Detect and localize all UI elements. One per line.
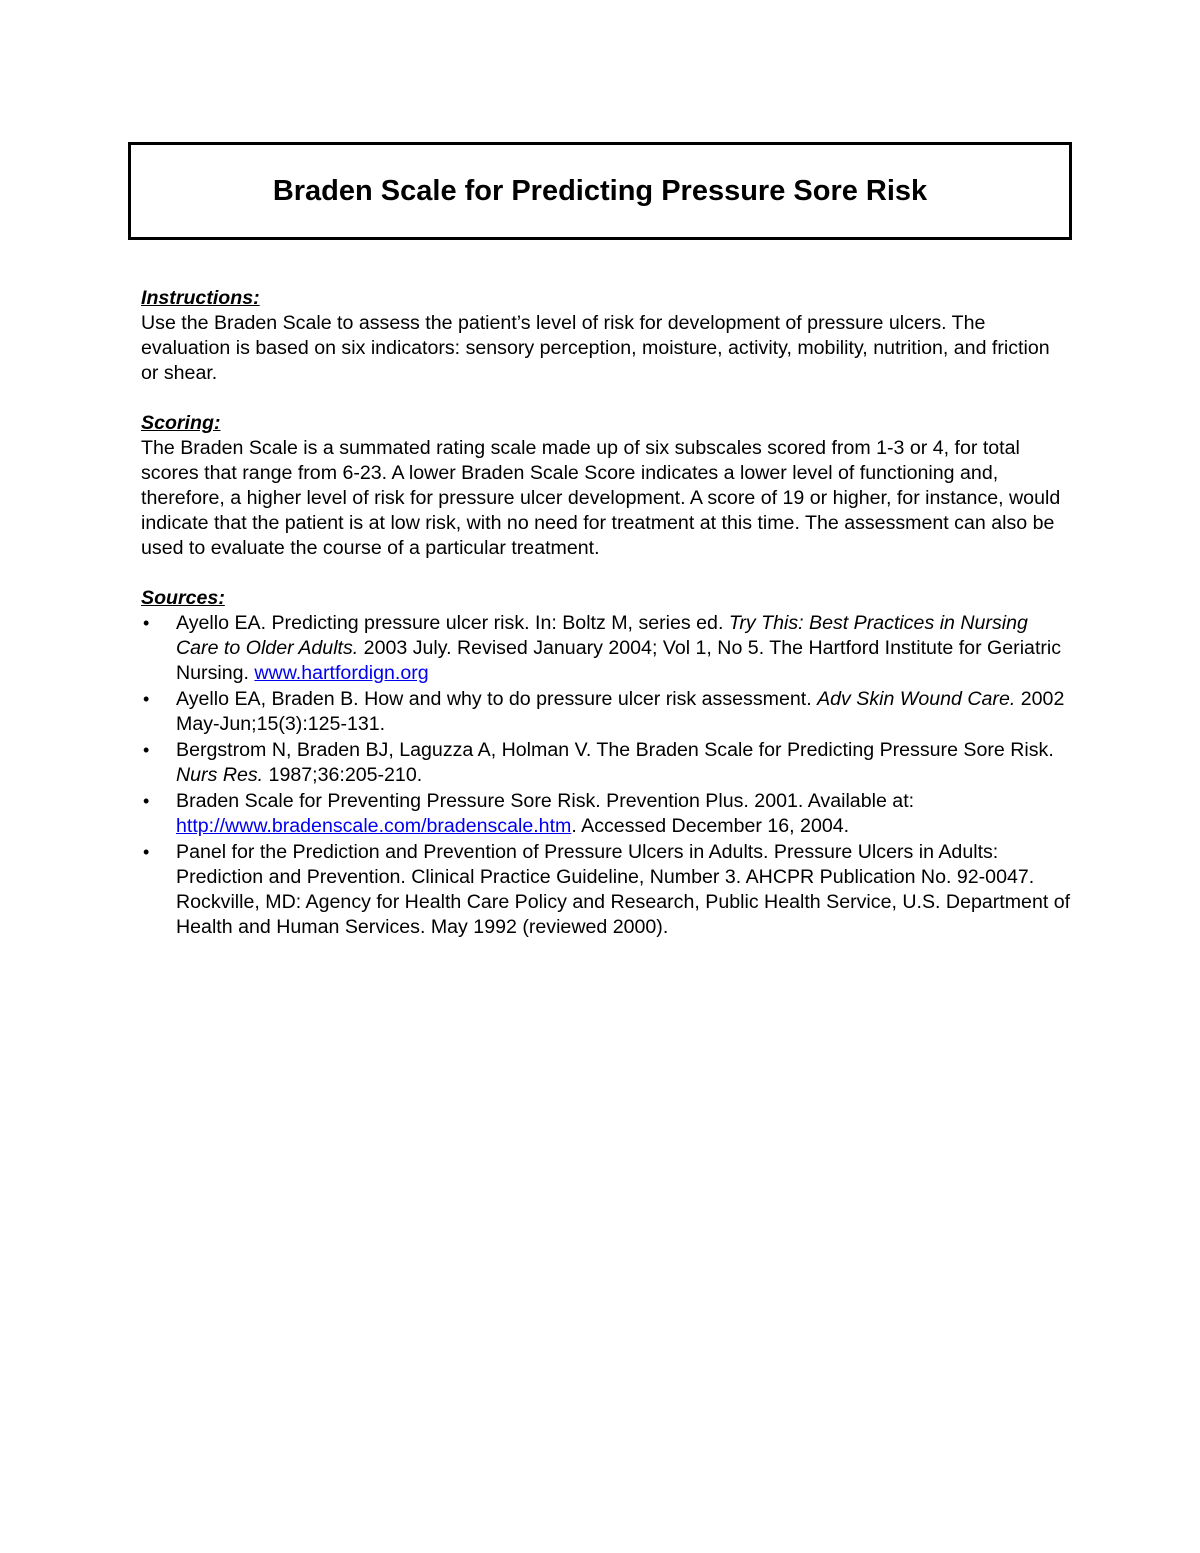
source-text: Ayello EA, Braden B. How and why to do pressure ulcer risk assessment.: [176, 688, 818, 710]
source-item: [141, 789, 1071, 839]
sources-list: [141, 611, 1071, 940]
source-text: 2002 May-Jun;15(3):125-131.: [176, 688, 1065, 735]
scoring-heading: Scoring:: [141, 412, 221, 434]
title-box: [128, 142, 1072, 240]
document-title: Braden Scale for Predicting Pressure Sore Risk: [272, 174, 928, 207]
source-journal: Nurs Res.: [176, 764, 264, 786]
section-spacer: [141, 386, 1071, 411]
source-item: [141, 738, 1071, 788]
source-link[interactable]: http://www.bradenscale.com/bradenscale.htm: [176, 815, 572, 837]
bullet-icon: •: [143, 842, 150, 862]
bullet-icon: •: [143, 689, 150, 709]
bullet-icon: •: [143, 613, 150, 633]
source-text: 2003 July. Revised January 2004; Vol 1, No 5. The Hartford Institute for Geriatric Nursing.: [176, 637, 1062, 684]
source-text: Bergstrom N, Braden BJ, Laguzza A, Holman V. The Braden Scale for Predicting Pressure Sore Risk.: [176, 739, 1054, 761]
source-text: Ayello EA. Predicting pressure ulcer risk. In: Boltz M, series ed.: [176, 612, 729, 634]
source-link[interactable]: www.hartfordign.org: [254, 662, 429, 684]
source-journal: Try This: Best Practices in Nursing Care to Older Adults.: [176, 612, 1028, 659]
source-text: 1987;36:205-210.: [263, 764, 423, 786]
scoring-text: The Braden Scale is a summated rating scale made up of six subscales scored from 1-3 or 4, for total scores that range from 6-23. A lower Braden Scale Score indicates a lower level of functioning and, therefore, a higher level of risk for pressure ulcer development. A score of 19 or higher, for instance, would indicate that the patient is at low risk, with no need for treatment at this time. The assessment can also be used to evaluate the course of a particular treatment.: [141, 437, 1061, 559]
source-item: [141, 611, 1071, 686]
instructions-section: [141, 286, 1071, 386]
source-text: . Accessed December 16, 2004.: [571, 815, 850, 837]
sources-section: [141, 586, 1071, 940]
scoring-section: [141, 411, 1071, 561]
sources-heading: Sources:: [141, 587, 225, 609]
source-journal: Adv Skin Wound Care.: [817, 688, 1016, 710]
source-text: Braden Scale for Preventing Pressure Sore Risk. Prevention Plus. 2001. Available at:: [176, 790, 915, 812]
source-item: [141, 840, 1071, 940]
source-item: [141, 687, 1071, 737]
source-text: Panel for the Prediction and Prevention of Pressure Ulcers in Adults. Pressure Ulcers in Adults: Prediction and Prevention. Clinical Practice Guideline, Number 3. AHCPR Publication No. 92-0047. Rockville, MD: Agency for Health Care Policy and Research, Public Health Service, U.S. Department of Health and Human Services. May 1992 (reviewed 2000).: [176, 841, 1071, 938]
instructions-heading: Instructions:: [141, 287, 260, 309]
instructions-text: Use the Braden Scale to assess the patient’s level of risk for development of pressure ulcers. The evaluation is based on six indicators: sensory perception, moisture, activity, mobility, nutrition, and friction or shear.: [141, 312, 1050, 384]
bullet-icon: •: [143, 791, 150, 811]
section-spacer: [141, 561, 1071, 586]
bullet-icon: •: [143, 740, 150, 760]
document-body: [141, 286, 1071, 941]
